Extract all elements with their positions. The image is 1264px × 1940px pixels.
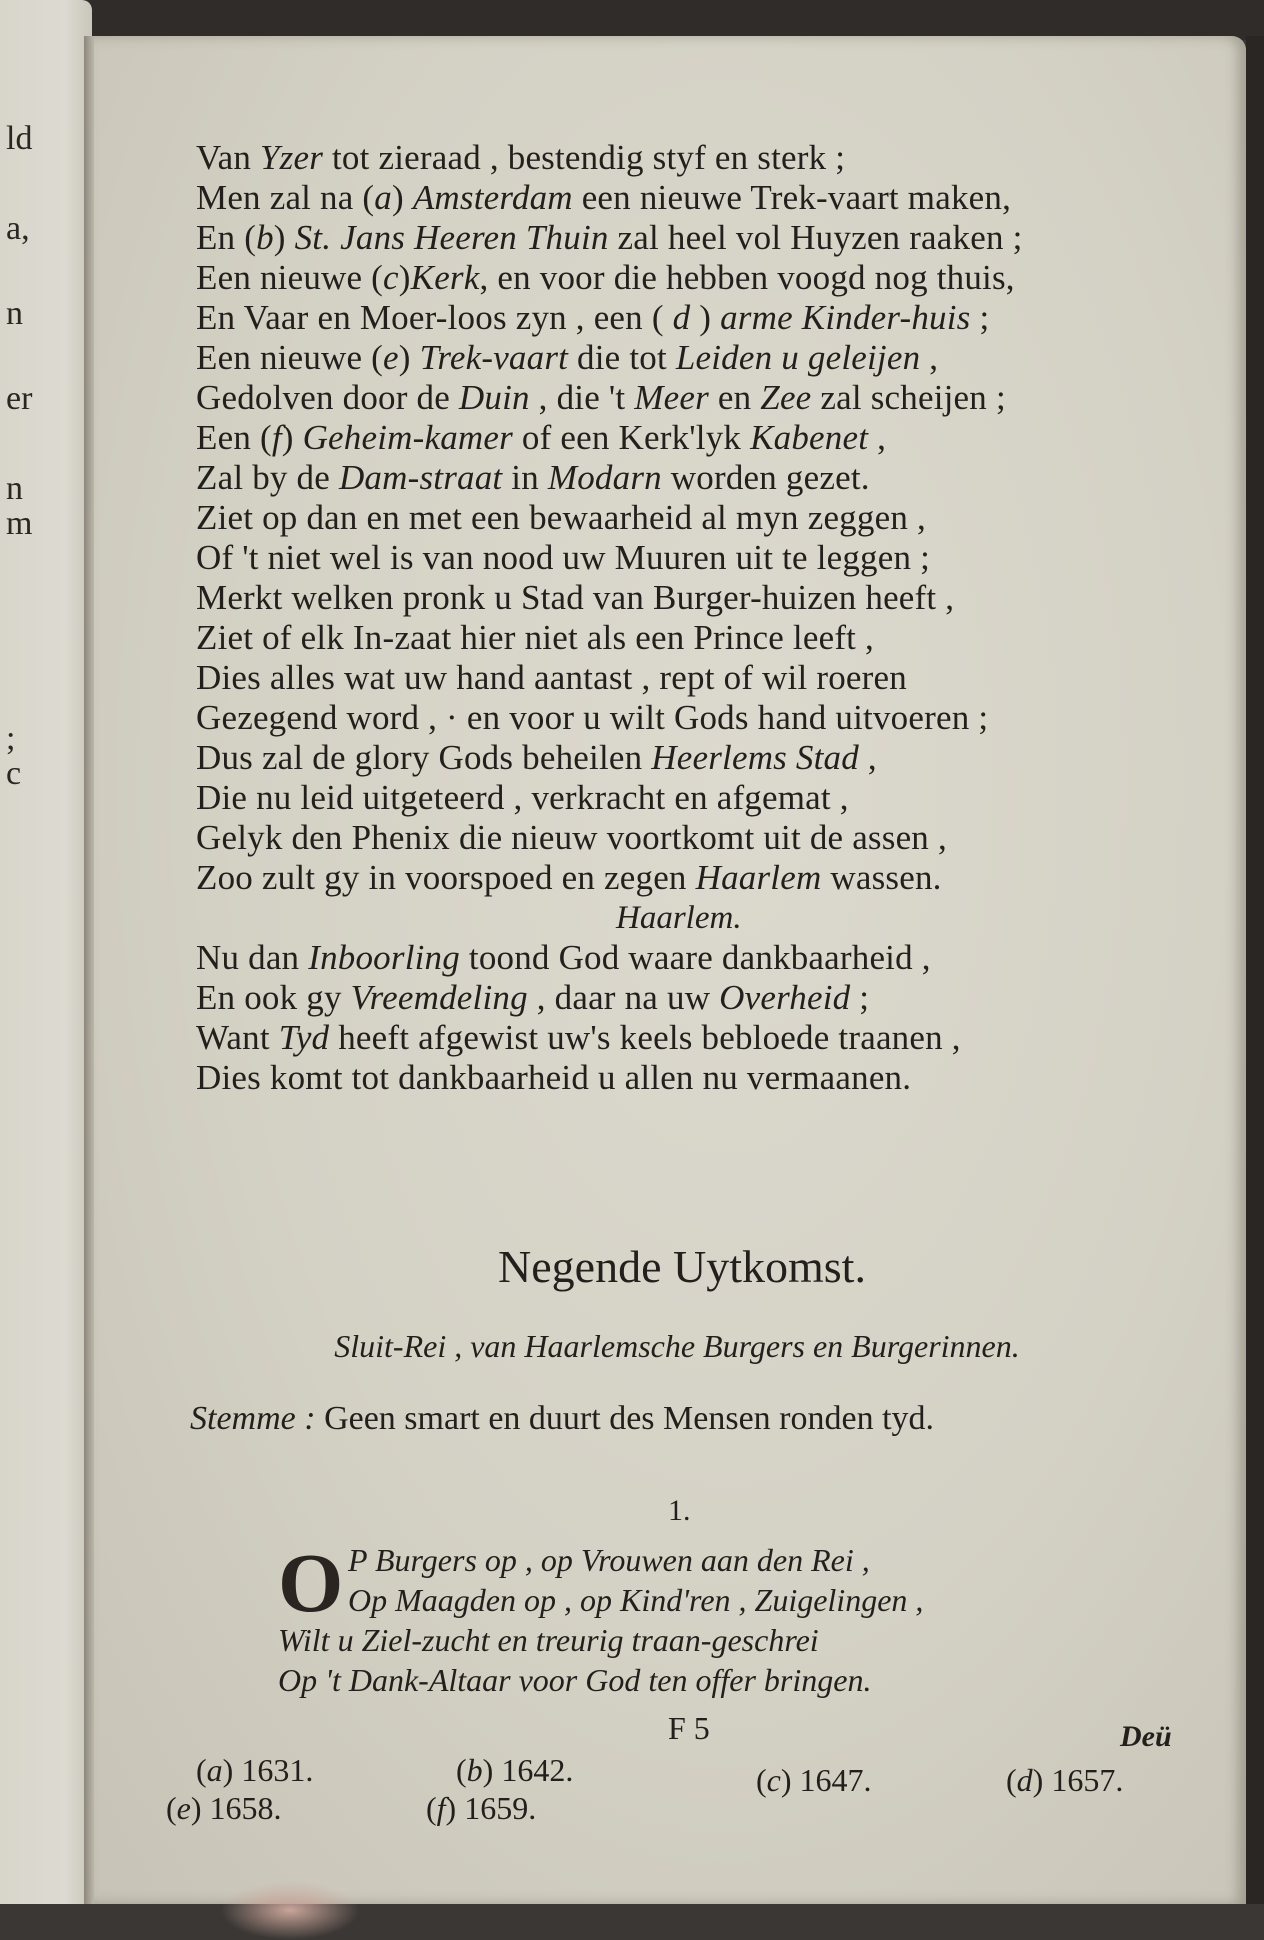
verse-line	[196, 138, 1196, 178]
tune-text: Geen smart en duurt des Mensen ronden tyd.	[324, 1400, 935, 1437]
verse-line	[196, 498, 1196, 538]
verse-line	[196, 298, 1196, 338]
italic-term: Yzer	[259, 138, 324, 177]
verse-line	[196, 418, 1196, 458]
left-page-text-fragment: n	[6, 470, 23, 507]
verse-text: Een nieuwe (	[196, 258, 384, 297]
italic-term: Haarlem	[695, 858, 822, 897]
verse-text: Zoo zult gy in voorspoed en zegen	[196, 858, 696, 897]
verse-line	[196, 1058, 1196, 1098]
left-page	[0, 0, 92, 1904]
verse-text: Van	[196, 138, 260, 177]
italic-term: d	[672, 298, 691, 337]
left-page-text-fragment: n	[6, 295, 23, 332]
verse-text: heeft afgewist uw's keels bebloede traanen ,	[329, 1018, 961, 1057]
verse-text: Die nu leid uitgeteerd , verkracht en afgemat ,	[196, 778, 849, 817]
italic-term: Zee	[760, 378, 812, 417]
italic-term: Amsterdam	[412, 178, 573, 217]
tune-label: Stemme :	[190, 1400, 316, 1437]
italic-term: arme Kinder-huis	[720, 298, 971, 337]
verse-text: ;	[850, 978, 870, 1017]
verse-text: Gelyk den Phenix die nieuw voortkomt uit de assen ,	[196, 818, 947, 857]
left-page-text-fragment: c	[6, 755, 22, 792]
verse-text: )	[398, 338, 420, 377]
stanza	[278, 1537, 924, 1700]
table-backdrop	[0, 0, 1264, 40]
verse-text: worden gezet.	[661, 458, 870, 497]
italic-term: Inboorling	[308, 938, 460, 977]
verse-text: , die 't	[529, 378, 635, 417]
verse-text: , en voor die hebben voogd nog thuis,	[479, 258, 1015, 297]
verse-text: zal heel vol Huyzen raaken ;	[608, 218, 1023, 257]
verse-text: Gedolven door de	[196, 378, 459, 417]
left-page-text-fragment: ld	[6, 120, 33, 157]
verse-text: )	[281, 418, 303, 457]
verse-line	[196, 538, 1196, 578]
tune-line	[190, 1400, 934, 1438]
signature-mark: F 5	[668, 1710, 710, 1746]
verse-line	[196, 378, 1196, 418]
section-subtitle: Sluit-Rei , van Haarlemsche Burgers en Burgerinnen.	[334, 1328, 1020, 1364]
verse-line	[196, 258, 1196, 298]
left-page-text-fragment: ;	[6, 720, 16, 757]
italic-term: f	[271, 418, 282, 457]
left-page-text-fragment: er	[6, 380, 33, 417]
italic-term: Heerlems Stad	[651, 738, 859, 777]
poem-lines	[196, 138, 1196, 898]
italic-term: c	[383, 258, 399, 297]
verse-text: tot zieraad , bestendig styf en sterk ;	[323, 138, 846, 177]
footnote: (f) 1659.	[426, 1790, 537, 1826]
stanza-line: Wilt u Ziel-zucht en treurig traan-geschrei	[278, 1622, 819, 1658]
verse-line	[196, 938, 1196, 978]
verse-text: Nu dan	[196, 938, 309, 977]
catchword: Deü	[1120, 1720, 1172, 1753]
verse-line	[196, 218, 1196, 258]
italic-term: Modarn	[547, 458, 662, 497]
footnote: (b) 1642.	[456, 1752, 574, 1788]
italic-term: Leiden u geleijen	[675, 338, 921, 377]
italic-term: Duin	[458, 378, 530, 417]
verse-text: Dies komt tot dankbaarheid u allen nu vermaanen.	[196, 1058, 912, 1097]
verse-text: )	[273, 218, 295, 257]
verse-text: Ziet of elk In-zaat hier niet als een Prince leeft ,	[196, 618, 874, 657]
italic-term: Kerk	[410, 258, 480, 297]
verse-text: ,	[868, 418, 887, 457]
verse-text: ,	[920, 338, 939, 377]
verse-text: Een (	[196, 418, 272, 457]
drop-cap: O	[278, 1537, 344, 1630]
italic-term: Tyd	[278, 1018, 330, 1057]
footnote: (c) 1647.	[756, 1762, 872, 1798]
verse-line	[196, 778, 1196, 818]
italic-term: a	[374, 178, 392, 217]
verse-line	[196, 1018, 1196, 1058]
italic-term: Trek-vaart	[419, 338, 569, 377]
verse-text: Gezegend word , · en voor u wilt Gods hand uitvoeren ;	[196, 698, 989, 737]
verse-line	[196, 618, 1196, 658]
italic-term: Geheim-kamer	[302, 418, 513, 457]
verse-line	[196, 178, 1196, 218]
poem-text	[196, 138, 1196, 1098]
verse-text: ,	[858, 738, 877, 777]
italic-term: Vreemdeling	[350, 978, 528, 1017]
verse-text: Merkt welken pronk u Stad van Burger-huizen heeft ,	[196, 578, 955, 617]
verse-text: )	[690, 298, 721, 337]
verse-text: ;	[970, 298, 990, 337]
stanza-line: Op Maagden op , op Kind'ren , Zuigelingen ,	[348, 1582, 924, 1618]
verse-text: in	[502, 458, 548, 497]
verse-line	[196, 818, 1196, 858]
verse-text: of een Kerk'lyk	[512, 418, 751, 457]
italic-term: Kabenet	[750, 418, 869, 457]
verse-line	[196, 978, 1196, 1018]
verse-text: Of 't niet wel is van nood uw Muuren uit te leggen ;	[196, 538, 931, 577]
footnote: (a) 1631.	[196, 1752, 314, 1788]
italic-term: Overheid	[719, 978, 851, 1017]
verse-text: wassen.	[821, 858, 942, 897]
verse-text: En Vaar en Moer-loos zyn , een (	[196, 298, 673, 337]
verse-line	[196, 658, 1196, 698]
verse-text: Zal by de	[196, 458, 339, 497]
page-edge-shadow	[1246, 36, 1264, 1904]
verse-text: Dus zal de glory Gods beheilen	[196, 738, 652, 777]
italic-term: Dam-straat	[338, 458, 503, 497]
verse-text: Men zal na (	[196, 178, 375, 217]
verse-line	[196, 698, 1196, 738]
section-title: Negende Uytkomst.	[498, 1241, 866, 1292]
italic-term: Meer	[634, 378, 709, 417]
stanza-number: 1.	[668, 1494, 691, 1527]
verse-line	[196, 738, 1196, 778]
verse-text: , daar na uw	[527, 978, 720, 1017]
verse-line	[196, 338, 1196, 378]
italic-term: e	[383, 338, 399, 377]
verse-line	[196, 458, 1196, 498]
verse-text: die tot	[568, 338, 676, 377]
verse-text: En ook gy	[196, 978, 351, 1017]
verse-text: zal scheijen ;	[811, 378, 1006, 417]
speaker-label: Haarlem.	[616, 900, 742, 936]
stanza-line: Op 't Dank-Altaar voor God ten offer bringen.	[278, 1662, 872, 1698]
italic-term: b	[256, 218, 274, 257]
verse-text: Een nieuwe (	[196, 338, 384, 377]
closing-lines	[196, 938, 1196, 1098]
verse-text: toond God waare dankbaarheid ,	[459, 938, 931, 977]
stanza-line: P Burgers op , op Vrouwen aan den Rei ,	[348, 1542, 870, 1578]
verse-text: Dies alles wat uw hand aantast , rept of wil roeren	[196, 658, 907, 697]
italic-term: St. Jans Heeren Thuin	[294, 218, 609, 257]
left-page-text-fragment: a,	[6, 210, 30, 247]
thumb-shadow	[220, 1880, 360, 1940]
verse-text: een nieuwe Trek-vaart maken,	[572, 178, 1012, 217]
footnote: (e) 1658.	[166, 1790, 282, 1826]
left-page-text-fragment: m	[6, 505, 33, 542]
verse-text: )	[392, 178, 413, 217]
verse-line	[196, 858, 1196, 898]
verse-text: Ziet op dan en met een bewaarheid al myn zeggen ,	[196, 498, 926, 537]
footnote: (d) 1657.	[1006, 1762, 1124, 1798]
verse-line	[196, 578, 1196, 618]
verse-text: En (	[196, 218, 257, 257]
verse-text: )	[398, 258, 411, 297]
verse-text: Want	[196, 1018, 279, 1057]
verse-text: en	[708, 378, 761, 417]
